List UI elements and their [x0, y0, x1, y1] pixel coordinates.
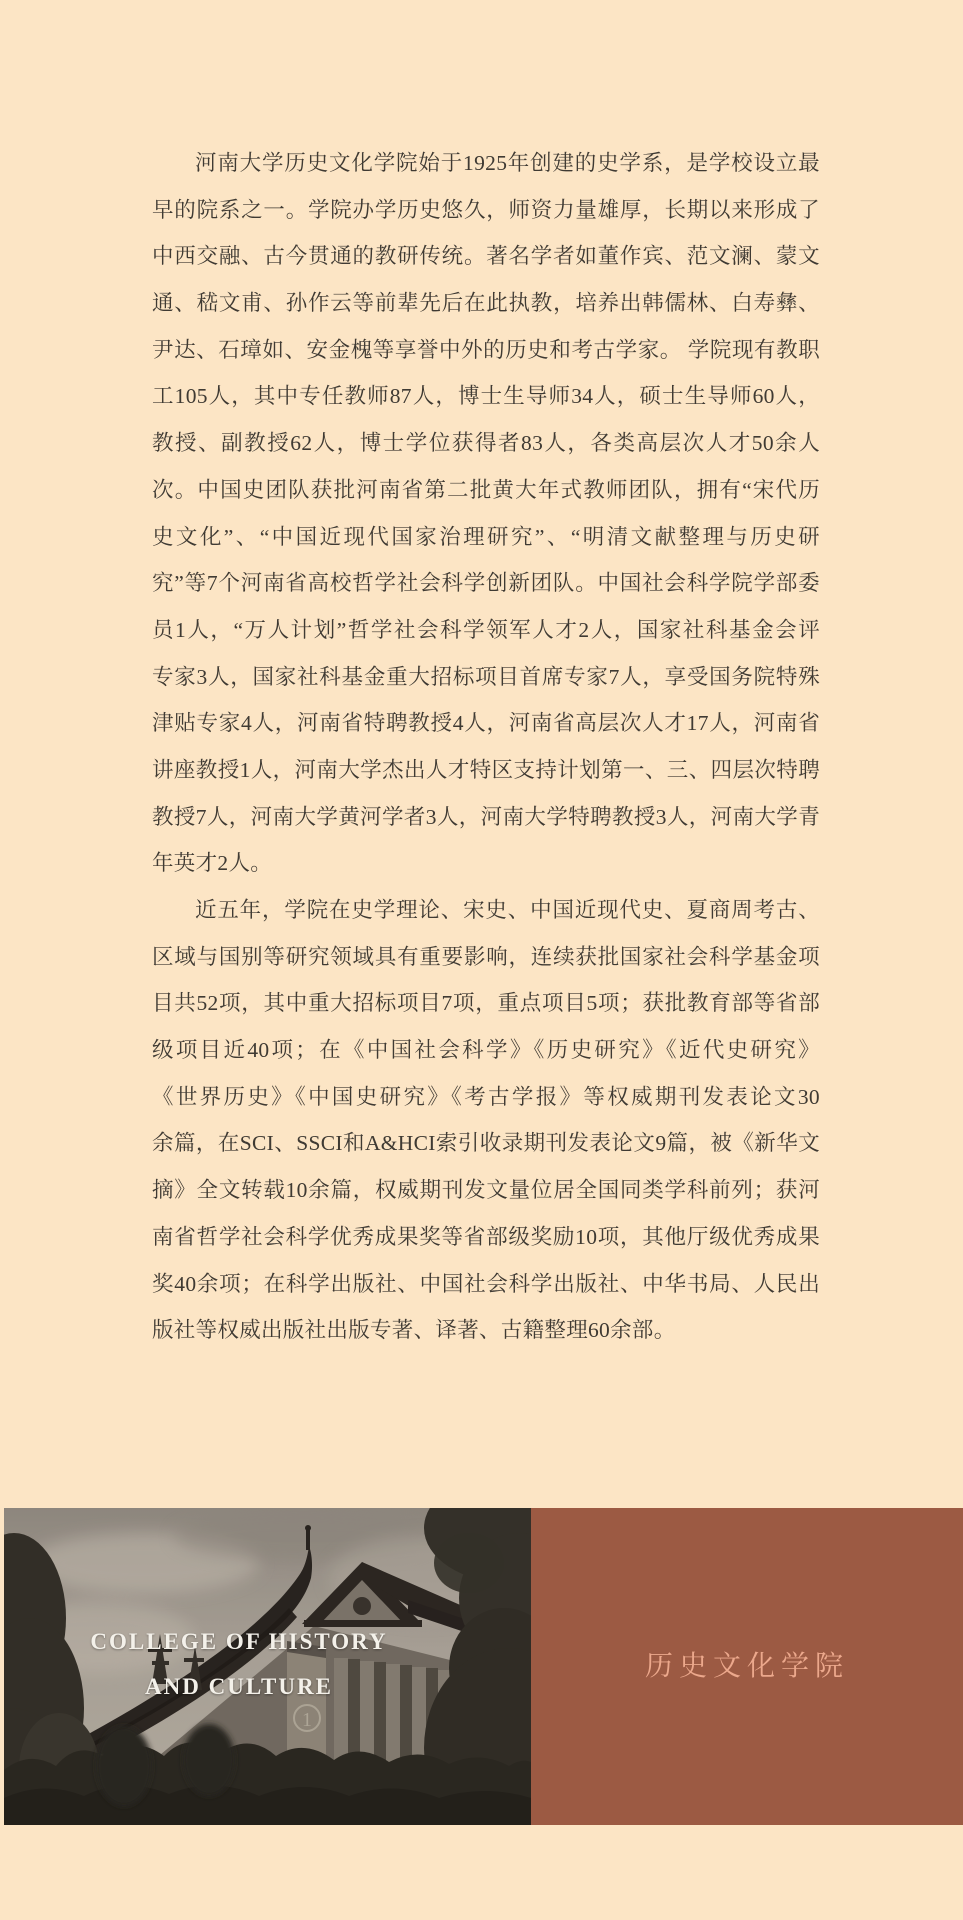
body-text-line: 《世界历史》《中国史研究》《考古学报》等权威期刊发表论文30	[152, 1084, 820, 1109]
body-text-line: 工105人，其中专任教师87人，博士生导师34人，硕士生导师60人，	[152, 384, 820, 409]
body-text-line: 员1人，“万人计划”哲学社会科学领军人才2人，国家社科基金会评	[152, 617, 820, 642]
body-text-line: 区域与国别等研究领域具有重要影响，连续获批国家社会科学基金项	[152, 944, 820, 969]
college-name-title: 历史文化学院	[644, 1651, 849, 1682]
footer-strip	[0, 1508, 963, 1825]
photo-caption-line1: COLLEGE OF HISTORY	[90, 1629, 388, 1654]
body-text-line: 专家3人，国家社科基金重大招标项目首席专家7人，享受国务院特殊	[152, 664, 820, 689]
body-text-line: 南省哲学社会科学优秀成果奖等省部级奖励10项，其他厅级优秀成果	[152, 1224, 820, 1249]
college-name-banner	[531, 1508, 963, 1825]
body-text-line: 近五年，学院在史学理论、宋史、中国近现代史、夏商周考古、	[195, 898, 820, 922]
body-text	[152, 140, 820, 1354]
body-text-line: 教授7人，河南大学黄河学者3人，河南大学特聘教授3人，河南大学青	[152, 804, 820, 829]
body-text-line: 教授、副教授62人，博士学位获得者83人，各类高层次人才50余人	[152, 431, 820, 456]
body-text-line: 次。中国史团队获批河南省第二批黄大年式教师团队，拥有“宋代历	[152, 477, 820, 502]
photo-caption	[4, 1629, 474, 1700]
body-text-line: 版社等权威出版社出版专著、译著、古籍整理60余部。	[152, 1318, 676, 1343]
body-text-line: 究”等7个河南省高校哲学社会科学创新团队。中国社会科学院学部委	[152, 571, 820, 596]
body-text-line: 级项目近40项；在《中国社会科学》《历史研究》《近代史研究》	[152, 1038, 820, 1063]
photo-caption-line2: AND CULTURE	[145, 1674, 333, 1699]
body-text-line: 河南大学历史文化学院始于1925年创建的史学系，是学校设立最	[195, 151, 820, 175]
building-number: 1	[302, 1709, 312, 1731]
body-text-line: 中西交融、古今贯通的教研传统。著名学者如董作宾、范文澜、蒙文	[152, 244, 820, 269]
body-text-line: 目共52项，其中重大招标项目7项，重点项目5项；获批教育部等省部	[152, 991, 820, 1016]
body-text-line: 通、嵇文甫、孙作云等前辈先后在此执教，培养出韩儒林、白寿彝、	[152, 291, 820, 316]
body-text-line: 奖40余项；在科学出版社、中国社会科学出版社、中华书局、人民出	[152, 1271, 820, 1296]
body-text-line: 讲座教授1人，河南大学杰出人才特区支持计划第一、三、四层次特聘	[152, 757, 820, 782]
body-text-line: 津贴专家4人，河南省特聘教授4人，河南省高层次人才17人，河南省	[152, 711, 820, 736]
body-text-line: 年英才2人。	[152, 851, 273, 876]
body-text-line: 余篇，在SCI、SSCI和A&HCI索引收录期刊发表论文9篇，被《新华文	[152, 1131, 820, 1156]
body-text-line: 摘》全文转载10余篇，权威期刊发文量位居全国同类学科前列；获河	[152, 1178, 820, 1203]
body-text-line: 史文化”、“中国近现代国家治理研究”、“明清文献整理与历史研	[152, 524, 820, 549]
body-text-line: 尹达、石璋如、安金槐等享誉中外的历史和考古学家。 学院现有教职	[152, 337, 820, 362]
body-text-line: 早的院系之一。学院办学历史悠久，师资力量雄厚，长期以来形成了	[152, 197, 820, 222]
campus-photo	[4, 1508, 531, 1825]
